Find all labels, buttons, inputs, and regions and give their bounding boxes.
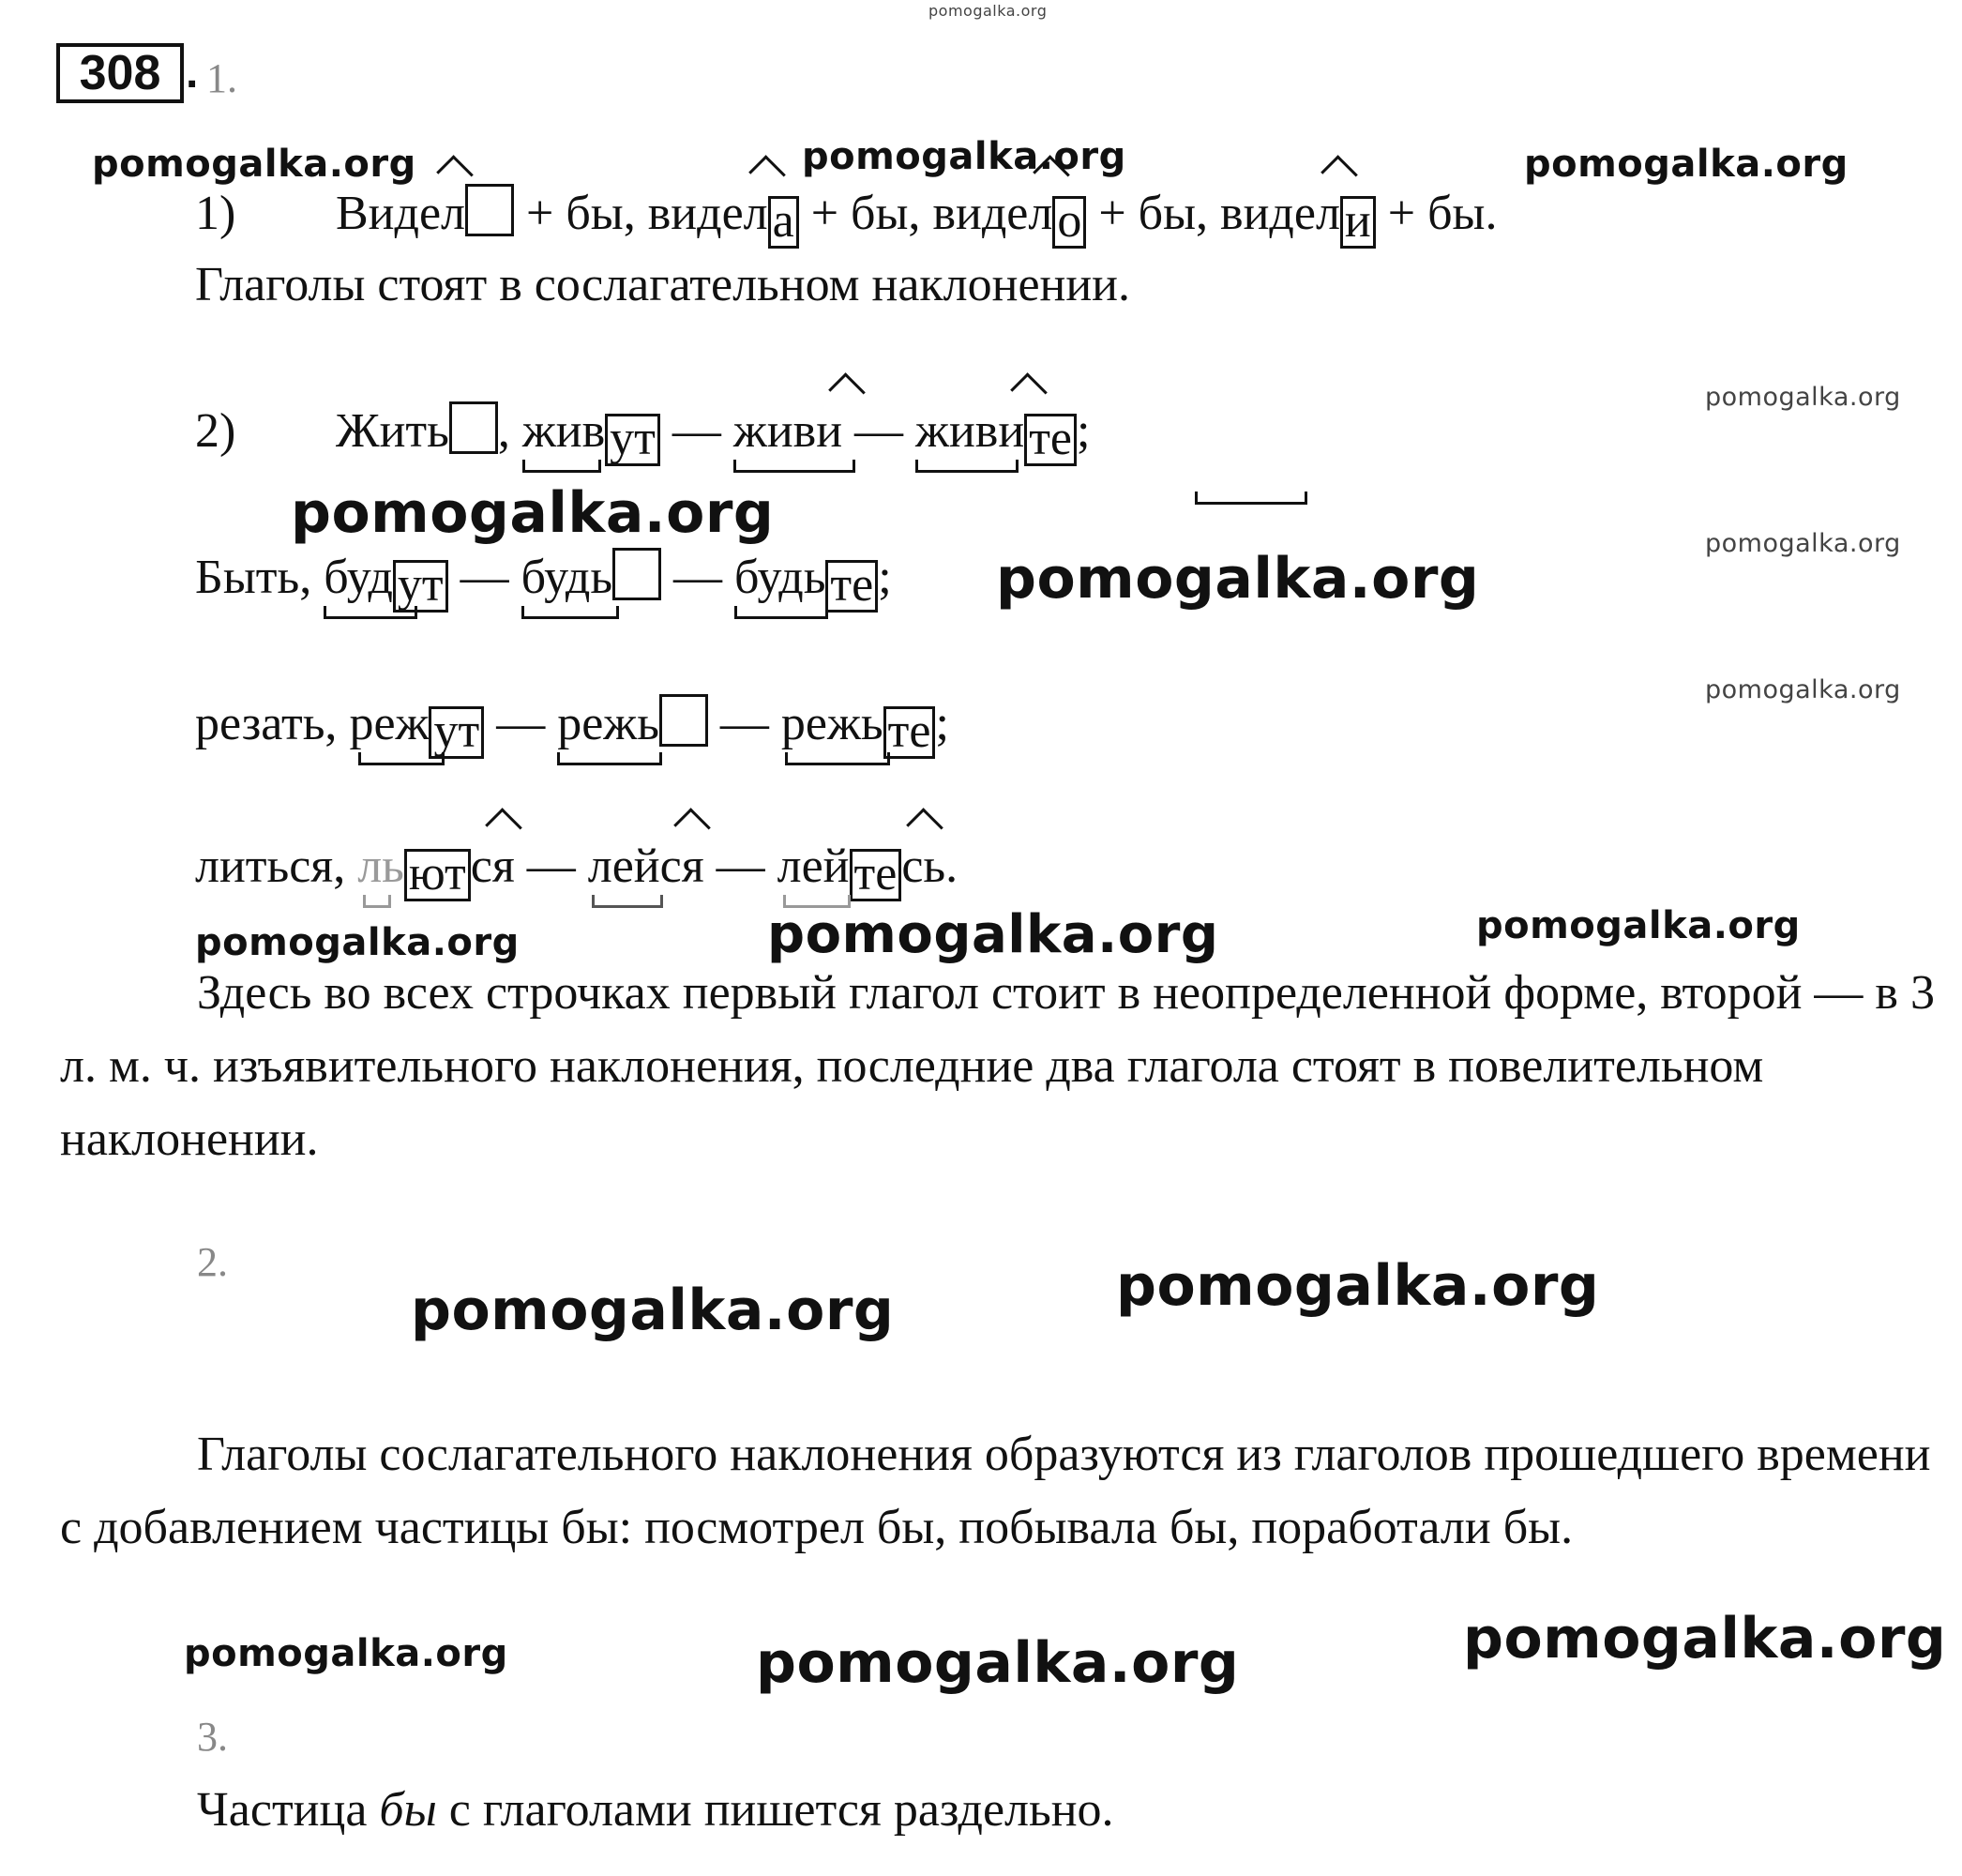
- part2-paragraph: Глаголы сослагательного наклонения образуются из глаголов прошедшего времени с добавлением частицы бы: посмотрел бы, побывала бы, поработали бы.: [60, 1428, 1931, 1554]
- particle: + бы,: [810, 187, 921, 240]
- root-mark: [363, 895, 391, 908]
- watermark-large: pomogalka.org: [291, 480, 775, 546]
- ending-box: ют: [404, 849, 471, 901]
- watermark: pomogalka.org: [1476, 904, 1801, 947]
- ending-box: [659, 694, 708, 747]
- word-videli: видел: [1220, 186, 1340, 242]
- ending-box: ут: [429, 706, 484, 759]
- word-zhivut: жив: [522, 403, 605, 460]
- dash: —: [719, 697, 769, 750]
- watermark-large: pomogalka.org: [996, 546, 1480, 612]
- word-zhivite: живи: [915, 403, 1024, 460]
- dash: —: [673, 551, 723, 604]
- watermark: pomogalka.org: [1705, 675, 1901, 704]
- comma: ,: [497, 404, 510, 458]
- word-zhit: Жить: [336, 404, 449, 458]
- word-budut: буд: [324, 550, 393, 606]
- root-mark: [733, 460, 855, 473]
- text: Частица: [197, 1783, 368, 1837]
- ending-box: [612, 548, 661, 600]
- watermark: pomogalka.org: [195, 921, 520, 964]
- root-mark: [521, 606, 619, 619]
- watermark: pomogalka.org: [1524, 143, 1849, 186]
- root-mark: [522, 460, 601, 473]
- stray-mark: [1195, 492, 1307, 505]
- word-lyutsya: ль: [357, 839, 404, 895]
- item-2-line: [195, 401, 1090, 466]
- word-videlo: видел: [932, 186, 1052, 242]
- watermark-large: pomogalka.org: [1116, 1253, 1600, 1319]
- particle: + бы,: [526, 187, 636, 240]
- ending-box: те: [883, 706, 936, 759]
- exercise-number-dot: .: [186, 48, 199, 98]
- item-2-line-byt: [195, 548, 892, 613]
- watermark-large: pomogalka.org: [767, 904, 1219, 965]
- dash: —: [496, 697, 546, 750]
- root-mark: [734, 606, 828, 619]
- watermark: pomogalka.org: [184, 1632, 508, 1675]
- ending-box: те: [1024, 414, 1077, 466]
- word-videl: Видел: [336, 186, 465, 242]
- ending-box: а: [768, 196, 799, 249]
- root-mark: [324, 606, 417, 619]
- particle-by: бы: [379, 1783, 437, 1837]
- ending-box: те: [825, 560, 878, 613]
- ending-box: [449, 401, 498, 454]
- word-leysya: лейся: [588, 839, 704, 895]
- dash: —: [854, 404, 904, 458]
- watermark-large: pomogalka.org: [756, 1630, 1240, 1696]
- watermark-large: pomogalka.org: [411, 1278, 895, 1343]
- word-byt: Быть,: [195, 551, 312, 604]
- ending-box: [465, 184, 514, 236]
- section-label-1: 1.: [206, 55, 237, 101]
- ending-box: те: [850, 849, 902, 901]
- text: с глаголами пишется раздельно.: [448, 1783, 1114, 1837]
- root-mark: [785, 752, 890, 765]
- word-leytes: лей: [777, 839, 850, 895]
- semicolon: ;: [1077, 404, 1091, 458]
- ending-box: ут: [393, 560, 448, 613]
- particle: + бы.: [1387, 187, 1498, 240]
- watermark: pomogalka.org: [1705, 529, 1901, 558]
- particle: + бы,: [1098, 187, 1209, 240]
- section-label-3: 3.: [197, 1714, 228, 1760]
- item-2-line-rezat: [195, 694, 949, 759]
- watermark-top: pomogalka.org: [928, 2, 1048, 20]
- root-mark: [557, 752, 662, 765]
- item-1-line: [195, 184, 1497, 249]
- item-2-line-litsya: [195, 839, 958, 901]
- postfix: ся: [471, 839, 515, 895]
- word-litsya: литься,: [195, 840, 346, 893]
- word-rezh: режь: [557, 696, 659, 752]
- semicolon: ;: [878, 551, 892, 604]
- ending-box: о: [1052, 196, 1086, 249]
- dash: —: [526, 840, 576, 893]
- dash: —: [460, 551, 509, 604]
- word-rezhut: реж: [349, 696, 429, 752]
- dash: —: [672, 404, 721, 458]
- explanation-paragraph: Здесь во всех строчках первый глагол стоит в неопределенной форме, второй — в 3 л. м. ч. изъявительного наклонения, последние два глагола стоят в повелительном наклонении.: [60, 966, 1935, 1166]
- root-mark: [592, 895, 663, 908]
- semicolon: ;: [935, 697, 949, 750]
- item-number: 2): [195, 404, 236, 458]
- watermark: pomogalka.org: [1705, 383, 1901, 412]
- root-mark: [915, 460, 1019, 473]
- word-rezhte: режь: [781, 696, 883, 752]
- postfix: сь.: [901, 839, 958, 895]
- word-videla: видел: [648, 186, 768, 242]
- ending-box: ут: [605, 414, 660, 466]
- dash: —: [716, 840, 765, 893]
- word-budte: будь: [734, 550, 825, 606]
- ending-box: и: [1340, 196, 1376, 249]
- word-rezat: резать,: [195, 697, 338, 750]
- part3-sentence: [197, 1782, 1114, 1838]
- watermark-large: pomogalka.org: [1463, 1606, 1947, 1672]
- item-1-note: Глаголы стоят в сослагательном наклонении.: [195, 258, 1131, 311]
- word-zhivi: живи: [733, 403, 842, 460]
- exercise-number: 308: [56, 43, 184, 103]
- root-mark: [358, 752, 445, 765]
- watermark: pomogalka.org: [802, 135, 1126, 178]
- item-number: 1): [195, 187, 236, 240]
- word-bud: будь: [521, 550, 612, 606]
- section-label-2: 2.: [197, 1239, 228, 1285]
- watermark: pomogalka.org: [92, 143, 416, 186]
